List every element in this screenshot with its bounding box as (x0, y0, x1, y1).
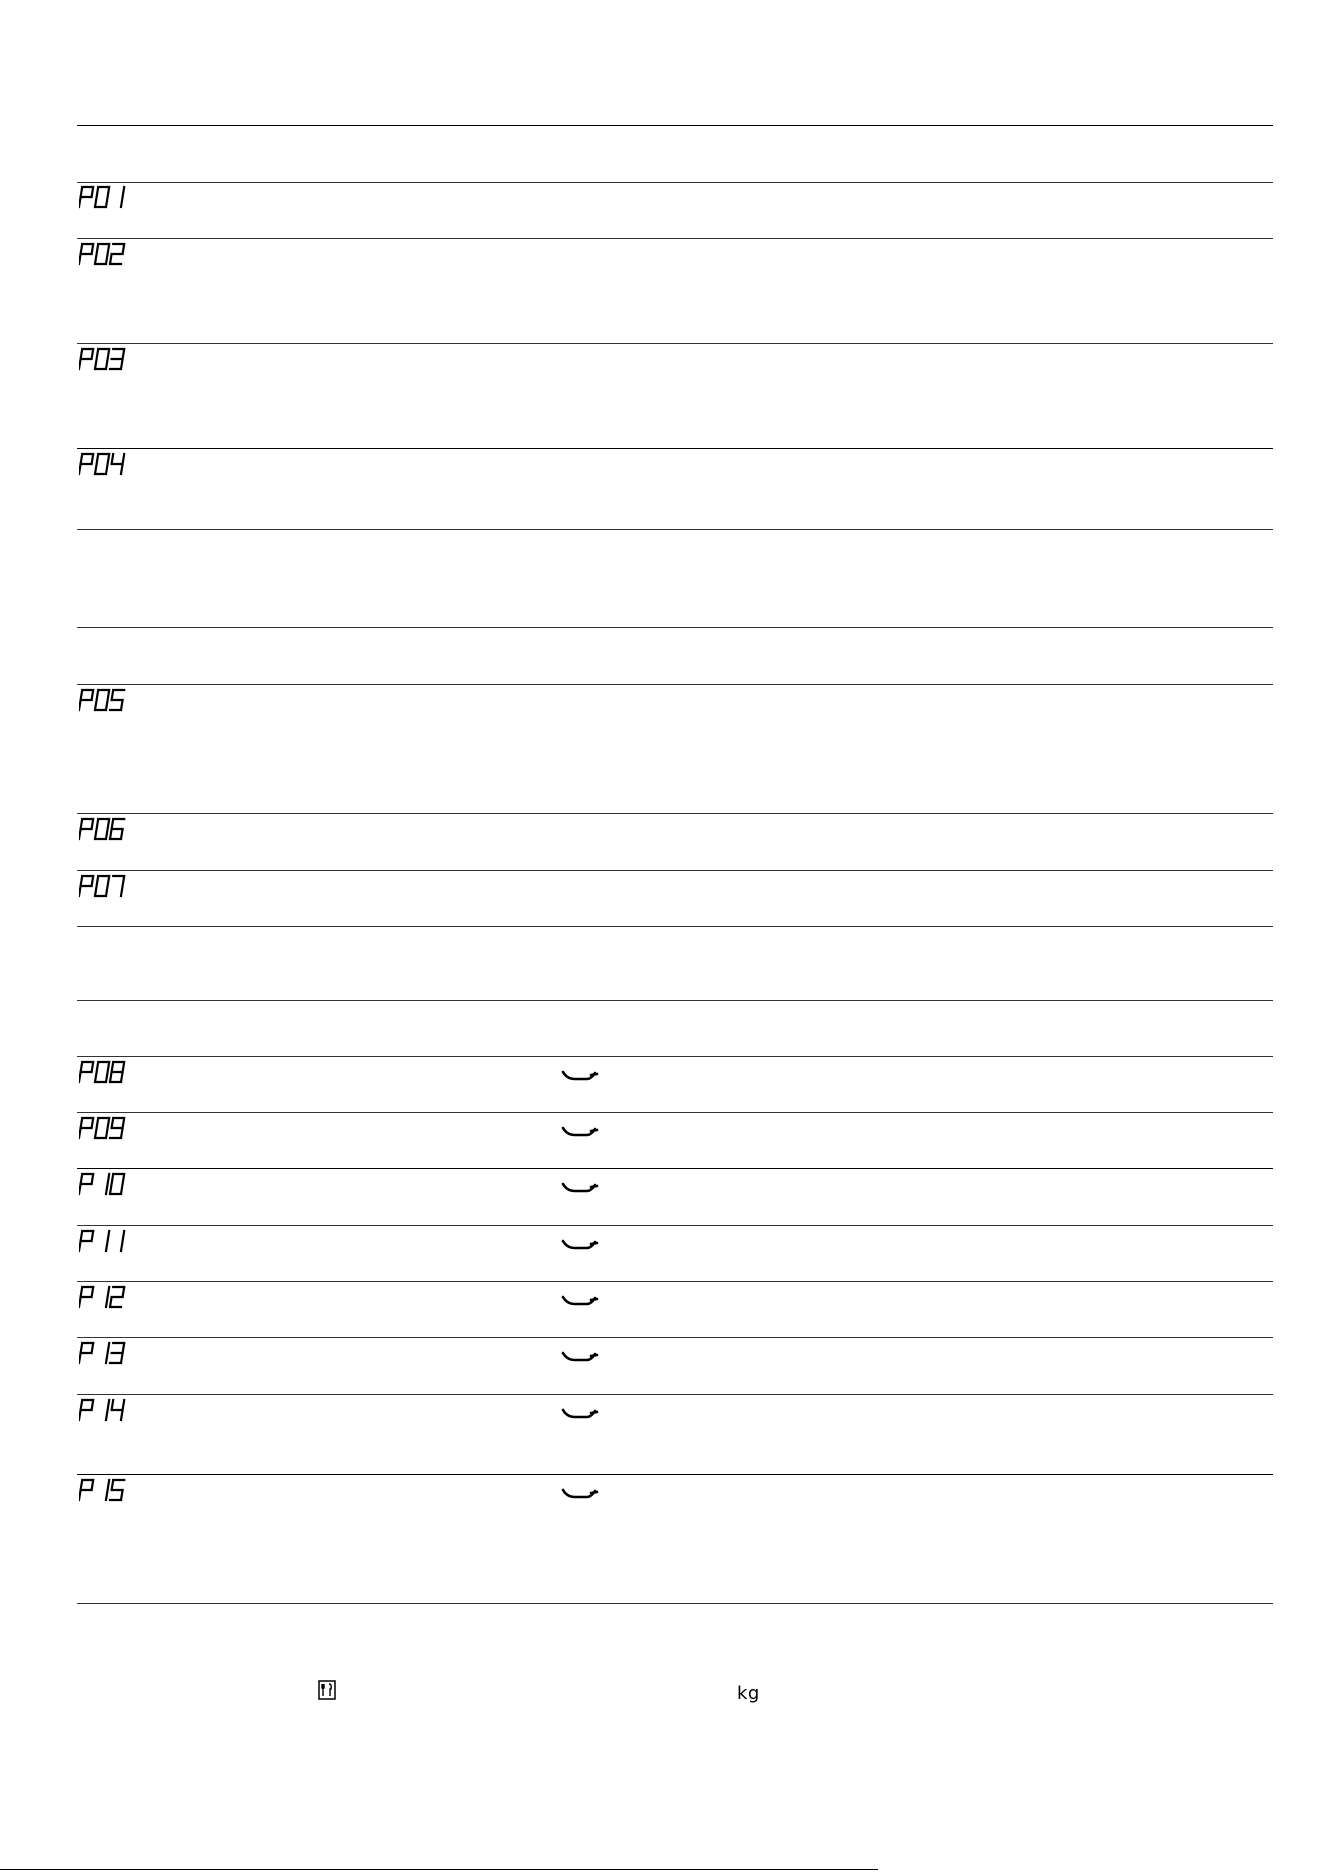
segment-digit (95, 1118, 109, 1138)
segment-digit (106, 1400, 109, 1420)
program-code-p15-glyph (79, 1478, 127, 1504)
segment-digit (79, 1343, 93, 1363)
segment-digit (95, 454, 109, 474)
table-row-rule (77, 182, 1273, 183)
program-code (79, 688, 127, 714)
program-code-p12-glyph (79, 1285, 127, 1311)
program-code (79, 1478, 127, 1504)
program-code (79, 452, 127, 478)
segment-digit (110, 1343, 124, 1363)
tilde-wave-icon (561, 1291, 599, 1309)
program-code (79, 185, 127, 211)
segment-digit (79, 876, 93, 896)
segment-digit (79, 1480, 93, 1500)
segment-digit (110, 1118, 124, 1138)
segment-digit (79, 1174, 93, 1194)
table-row-rule (77, 627, 1273, 628)
program-code (79, 347, 127, 373)
program-code-p01-glyph (79, 185, 127, 211)
table-bottom-rule (77, 1603, 1273, 1604)
cutlery-basket-icon (318, 1680, 336, 1700)
segment-digit (110, 1174, 124, 1194)
segment-digit (113, 876, 124, 896)
program-code-p05-glyph (79, 688, 127, 714)
footer-rule (0, 1869, 878, 1870)
table-top-rule (77, 125, 1273, 126)
program-code-p08-glyph (79, 1060, 127, 1086)
table-row-rule (77, 870, 1273, 871)
table-row-rule (77, 448, 1273, 449)
program-code-p11-glyph (79, 1229, 127, 1255)
segment-digit (79, 1231, 93, 1251)
program-code-p09-glyph (79, 1116, 127, 1142)
unit-label: kg (737, 1683, 760, 1704)
segment-digit (110, 819, 124, 839)
segment-digit (95, 244, 109, 264)
segment-digit (106, 1287, 109, 1307)
program-code-p07-glyph (79, 874, 127, 900)
program-code (79, 1172, 127, 1198)
program-code (79, 242, 127, 268)
segment-digit (110, 349, 124, 369)
table-row-rule (77, 529, 1273, 530)
program-code-p06-glyph (79, 817, 127, 843)
segment-digit (106, 1480, 109, 1500)
segment-digit (95, 1062, 109, 1082)
program-code (79, 1341, 127, 1367)
tilde-wave-icon (561, 1404, 599, 1422)
segment-digit (79, 819, 93, 839)
segment-digit (106, 1231, 109, 1251)
program-code-p10-glyph (79, 1172, 127, 1198)
segment-digit (106, 1343, 109, 1363)
table-row-rule (77, 926, 1273, 927)
segment-digit (106, 1174, 109, 1194)
table-row-rule (77, 1112, 1273, 1113)
segment-digit (112, 1400, 125, 1420)
segment-digit (79, 690, 93, 710)
table-row-rule (77, 238, 1273, 239)
table-row-rule (77, 684, 1273, 685)
segment-digit (95, 876, 109, 896)
program-code-p04-glyph (79, 452, 127, 478)
program-code (79, 874, 127, 900)
segment-digit (79, 1062, 93, 1082)
segment-digit (79, 349, 93, 369)
table-row-rule (77, 1000, 1273, 1001)
segment-digit (95, 187, 109, 207)
program-code-p02-glyph (79, 242, 127, 268)
segment-digit (79, 454, 93, 474)
tilde-wave-icon (561, 1178, 599, 1196)
table-row-rule (77, 343, 1273, 344)
segment-digit (79, 244, 93, 264)
program-code (79, 1060, 127, 1086)
table-row-rule (77, 1281, 1273, 1282)
segment-digit (79, 1400, 93, 1420)
segment-digit (121, 187, 124, 207)
segment-digit (79, 1287, 93, 1307)
program-code-p13-glyph (79, 1341, 127, 1367)
segment-digit (112, 454, 125, 474)
segment-digit (95, 349, 109, 369)
table-row-rule (77, 1337, 1273, 1338)
program-code (79, 817, 127, 843)
segment-digit (95, 690, 109, 710)
program-code (79, 1229, 127, 1255)
tilde-wave-icon (561, 1347, 599, 1365)
program-code (79, 1285, 127, 1311)
table-row-rule (77, 813, 1273, 814)
tilde-wave-icon (561, 1122, 599, 1140)
segment-digit (79, 1118, 93, 1138)
table-row-rule (77, 1394, 1273, 1395)
program-code (79, 1116, 127, 1142)
segment-digit (110, 1287, 124, 1307)
program-code-p14-glyph (79, 1398, 127, 1424)
program-code-p03-glyph (79, 347, 127, 373)
table-row-rule (77, 1168, 1273, 1169)
segment-digit (121, 1231, 124, 1251)
segment-digit (110, 690, 124, 710)
segment-digit (110, 1062, 124, 1082)
tilde-wave-icon (561, 1235, 599, 1253)
program-code (79, 1398, 127, 1424)
table-row-rule (77, 1474, 1273, 1475)
segment-digit (95, 819, 109, 839)
table-row-rule (77, 1056, 1273, 1057)
table-row-rule (77, 1225, 1273, 1226)
segment-digit (110, 1480, 124, 1500)
tilde-wave-icon (561, 1066, 599, 1084)
segment-digit (110, 244, 124, 264)
segment-digit (79, 187, 93, 207)
tilde-wave-icon (561, 1484, 599, 1502)
